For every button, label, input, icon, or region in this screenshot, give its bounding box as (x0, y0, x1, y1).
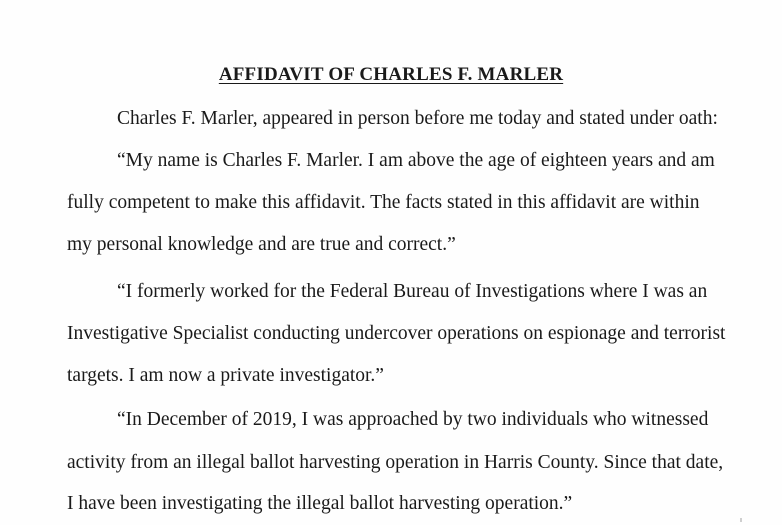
scan-artifact (740, 518, 742, 522)
paragraph-1-line-1: “My name is Charles F. Marler. I am above the age of eighteen years and am (117, 150, 715, 171)
paragraph-3-line-2: activity from an illegal ballot harvesting operation in Harris County. Since that date, (67, 452, 724, 473)
paragraph-1-line-3: my personal knowledge and are true and correct.” (67, 234, 456, 255)
paragraph-2-line-3: targets. I am now a private investigator.” (67, 365, 384, 386)
paragraph-1-line-2: fully competent to make this affidavit. The facts stated in this affidavit are within (67, 192, 700, 213)
intro-line: Charles F. Marler, appeared in person before me today and stated under oath: (117, 108, 718, 129)
paragraph-3-line-1: “In December of 2019, I was approached by two individuals who witnessed (117, 409, 709, 430)
paragraph-2-line-1: “I formerly worked for the Federal Bureau of Investigations where I was an (117, 281, 708, 302)
paragraph-2-line-2: Investigative Specialist conducting undercover operations on espionage and terrorist (67, 323, 726, 344)
document-title: AFFIDAVIT OF CHARLES F. MARLER (218, 64, 564, 85)
paragraph-3-line-3: I have been investigating the illegal ballot harvesting operation.” (67, 493, 573, 514)
